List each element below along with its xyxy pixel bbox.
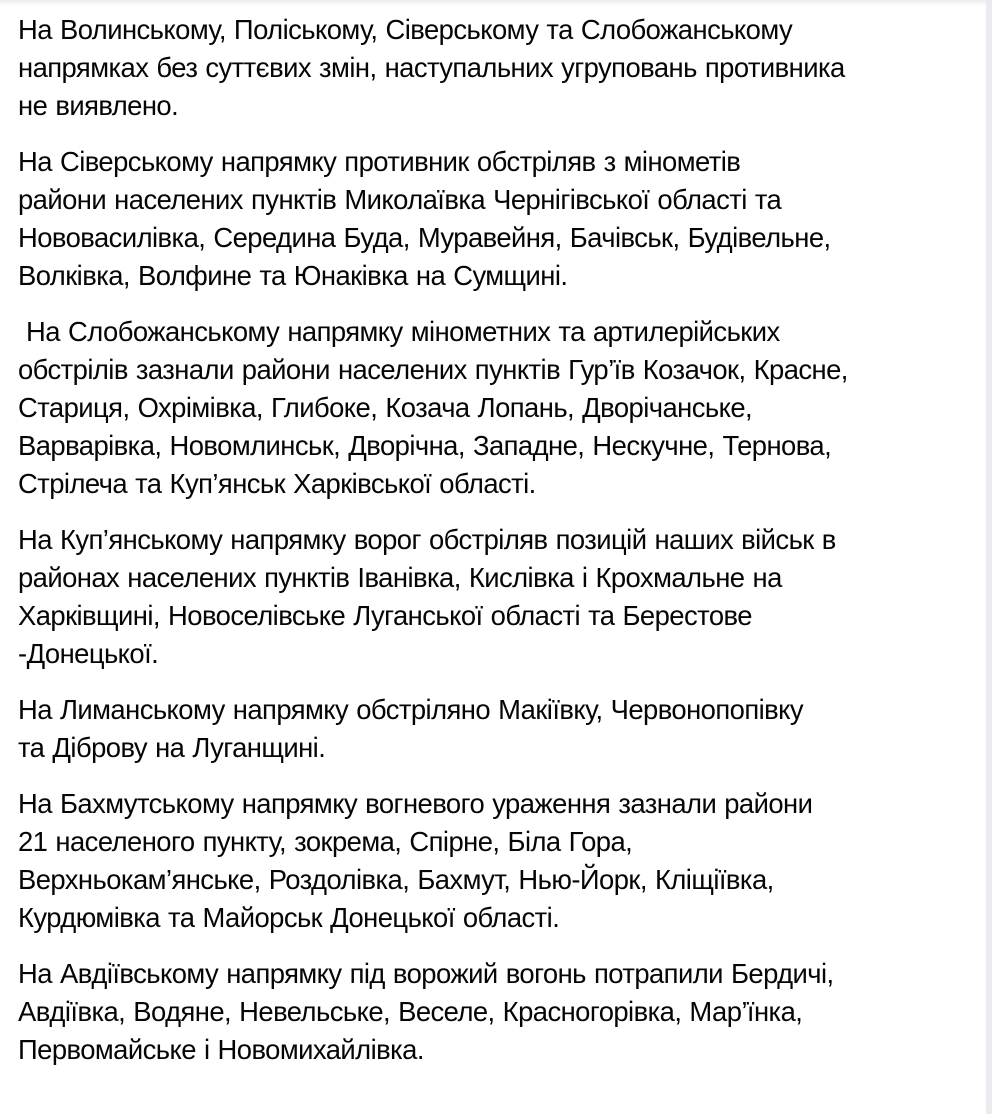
text-line: Нововасилівка, Середина Буда, Муравейня, Бачівськ, Будівельне, xyxy=(18,222,831,253)
paragraph-kupiansk xyxy=(18,521,980,673)
paragraph-lyman xyxy=(18,691,980,767)
paragraph-general xyxy=(18,11,980,125)
paragraph-slobozhanskyi xyxy=(18,313,980,503)
text-line: 21 населеного пункту, зокрема, Спірне, Біла Гора, xyxy=(18,826,633,857)
text-line: Варварівка, Новомлинськ, Дворічна, Западне, Нескучне, Тернова, xyxy=(18,430,832,461)
text-line: Стрілеча та Куп’янськ Харківської області. xyxy=(18,468,536,499)
text-line: Курдюмівка та Майорськ Донецької області. xyxy=(18,902,560,933)
text-line: На Сіверському напрямку противник обстріляв з мінометів xyxy=(18,146,741,177)
text-line: На Лиманському напрямку обстріляно Макіївку, Червонопопівку xyxy=(18,694,804,725)
top-edge-shadow xyxy=(0,0,986,6)
text-line: Авдіївка, Водяне, Невельське, Веселе, Красногорівка, Мар’їнка, xyxy=(18,996,803,1027)
text-line: не виявлено. xyxy=(18,90,179,121)
text-line: та Діброву на Луганщині. xyxy=(18,732,326,763)
text-line: обстрілів зазнали райони населених пунктів Гур’їв Козачок, Красне, xyxy=(18,354,848,385)
paragraph-siverskyi xyxy=(18,143,980,295)
text-line: Стариця, Охрімівка, Глибоке, Козача Лопань, Дворічанське, xyxy=(18,392,753,423)
text-line: На Волинському, Поліському, Сіверському та Слобожанському xyxy=(18,14,793,45)
text-line: районах населених пунктів Іванівка, Кислівка і Крохмальне на xyxy=(18,562,782,593)
text-line: Верхньокам’янське, Роздолівка, Бахмут, Нью-Йорк, Кліщіївка, xyxy=(18,864,774,895)
paragraph-avdiivka xyxy=(18,955,980,1069)
scrollbar-track[interactable] xyxy=(986,0,992,1114)
text-line: райони населених пунктів Миколаївка Чернігівської області та xyxy=(18,184,782,215)
text-line: напрямках без суттєвих змін, наступальних угруповань противника xyxy=(18,52,845,83)
text-line: Харківщині, Новоселівське Луганської області та Берестове xyxy=(18,600,752,631)
text-line: -Донецької. xyxy=(18,638,159,669)
post-body xyxy=(18,11,980,1087)
text-line: На Слобожанському напрямку мінометних та артилерійських xyxy=(18,316,780,347)
text-line: На Куп’янському напрямку ворог обстріляв позицій наших військ в xyxy=(18,524,836,555)
paragraph-bakhmut xyxy=(18,785,980,937)
text-line: На Авдіївському напрямку під ворожий вогонь потрапили Бердичі, xyxy=(18,958,834,989)
text-line: На Бахмутському напрямку вогневого ураження зазнали райони xyxy=(18,788,813,819)
text-line: Волківка, Волфине та Юнаківка на Сумщині. xyxy=(18,260,568,291)
text-line: Первомайське і Новомихайлівка. xyxy=(18,1034,424,1065)
